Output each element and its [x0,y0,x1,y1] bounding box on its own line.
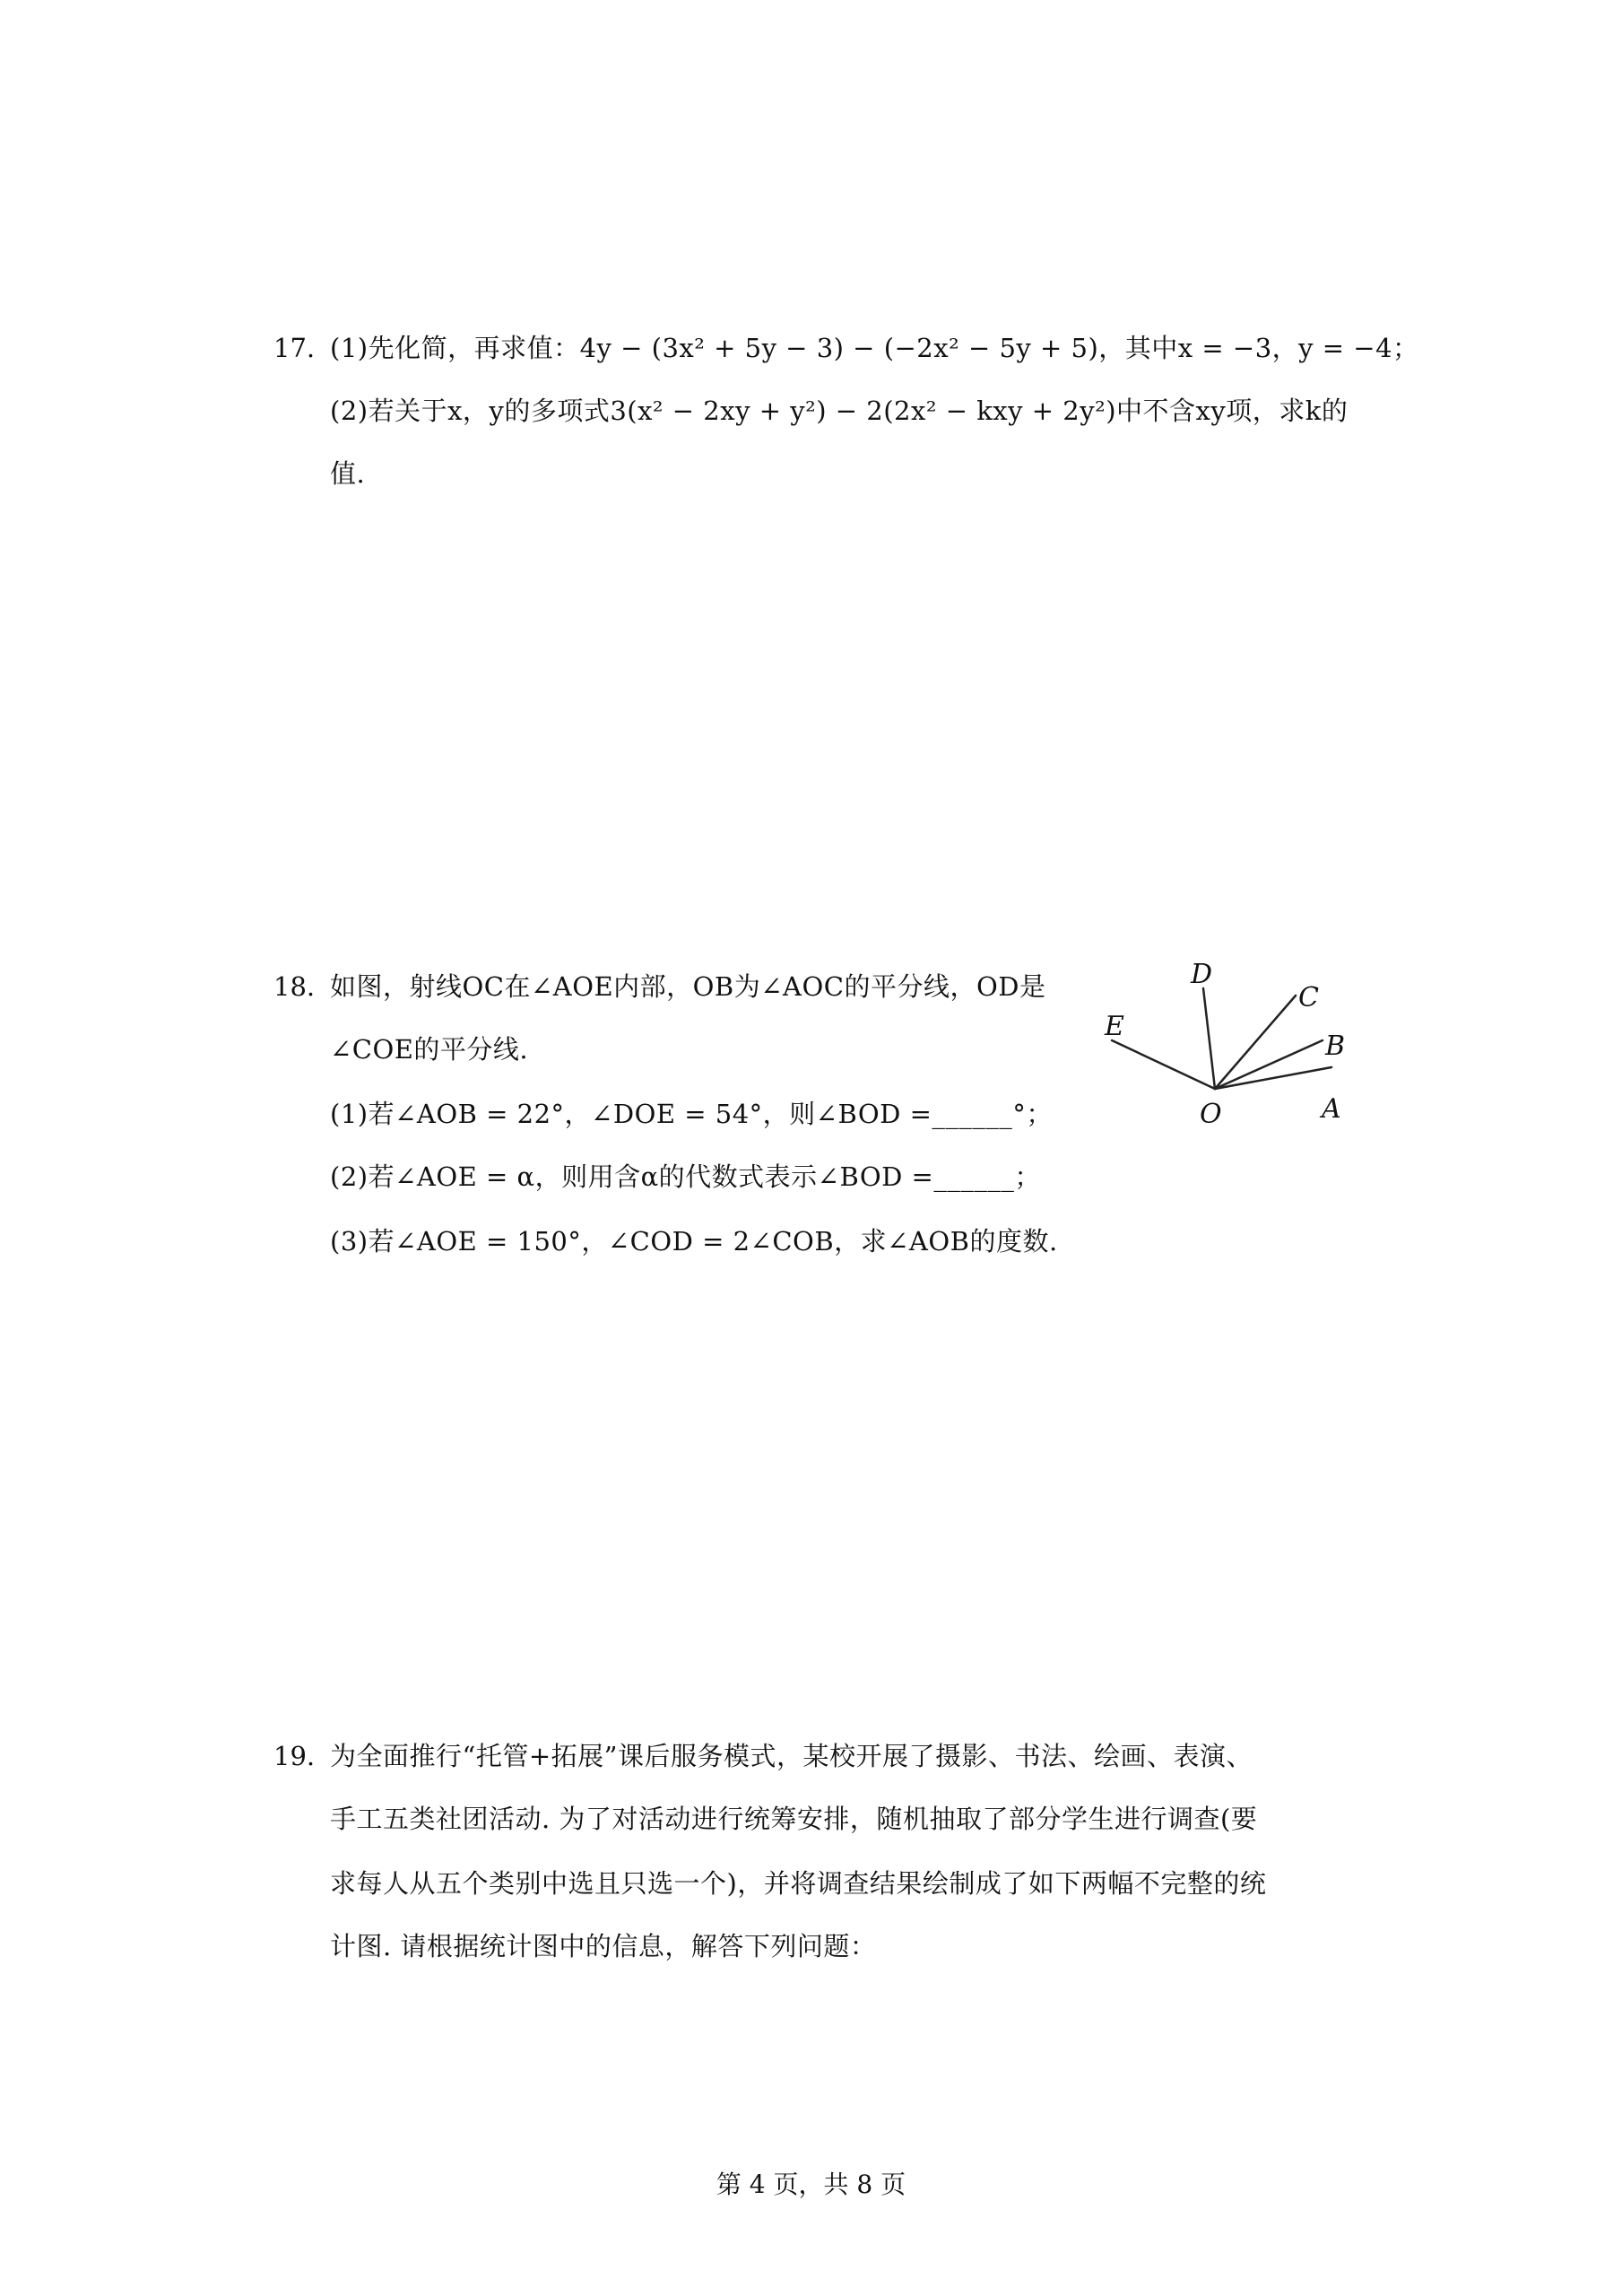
question-text-line: (2)若∠AOE = α，则用含α的代数式表示∠BOD =______； [330,1161,1041,1192]
label-b: B [1325,1031,1346,1062]
question-number: 17. [273,333,316,363]
question-text-line: 值. [330,458,366,489]
question-text-line: (1)先化简，再求值：4y − (3x² + 5y − 3) − (−2x² − 5y + 5)，其中x = −3，y = −4； [330,333,1419,363]
ray-oa [1215,1067,1331,1089]
label-a: A [1322,1093,1341,1125]
question-text-line: 为全面推行“托管+拓展”课后服务模式，某校开展了摄影、书法、绘画、表演、 [330,1741,1253,1771]
label-e: E [1105,1011,1124,1042]
question-text-line: 手工五类社团活动. 为了对活动进行统筹安排，随机抽取了部分学生进行调查(要 [330,1804,1258,1834]
ray-oe [1112,1040,1215,1089]
question-number: 19. [273,1741,316,1771]
question-text-line: (3)若∠AOE = 150°，∠COD = 2∠COB，求∠AOB的度数. [330,1226,1058,1257]
ray-od [1203,988,1215,1089]
question-text-line: 如图，射线OC在∠AOE内部，OB为∠AOC的平分线，OD是 [330,971,1046,1002]
question-text-line: (1)若∠AOB = 22°，∠DOE = 54°，则∠BOD =______°； [330,1099,1053,1129]
question-text-line: ∠COE的平分线. [330,1034,529,1065]
ray-ob [1215,1040,1323,1089]
label-o: O [1200,1099,1222,1130]
ray-oc [1215,996,1296,1089]
page-footer: 第 4 页，共 8 页 [716,2170,906,2199]
label-c: C [1298,982,1319,1013]
angle-figure [1094,951,1363,1130]
question-text-line: 求每人从五个类别中选且只选一个)，并将调查结果绘制成了如下两幅不完整的统 [330,1868,1267,1899]
question-text-line: (2)若关于x，y的多项式3(x² − 2xy + y²) − 2(2x² − kxy + 2y²)中不含xy项，求k的 [330,396,1349,426]
question-text-line: 计图. 请根据统计图中的信息，解答下列问题： [330,1931,877,1961]
question-number: 18. [273,971,316,1002]
label-d: D [1191,959,1213,990]
